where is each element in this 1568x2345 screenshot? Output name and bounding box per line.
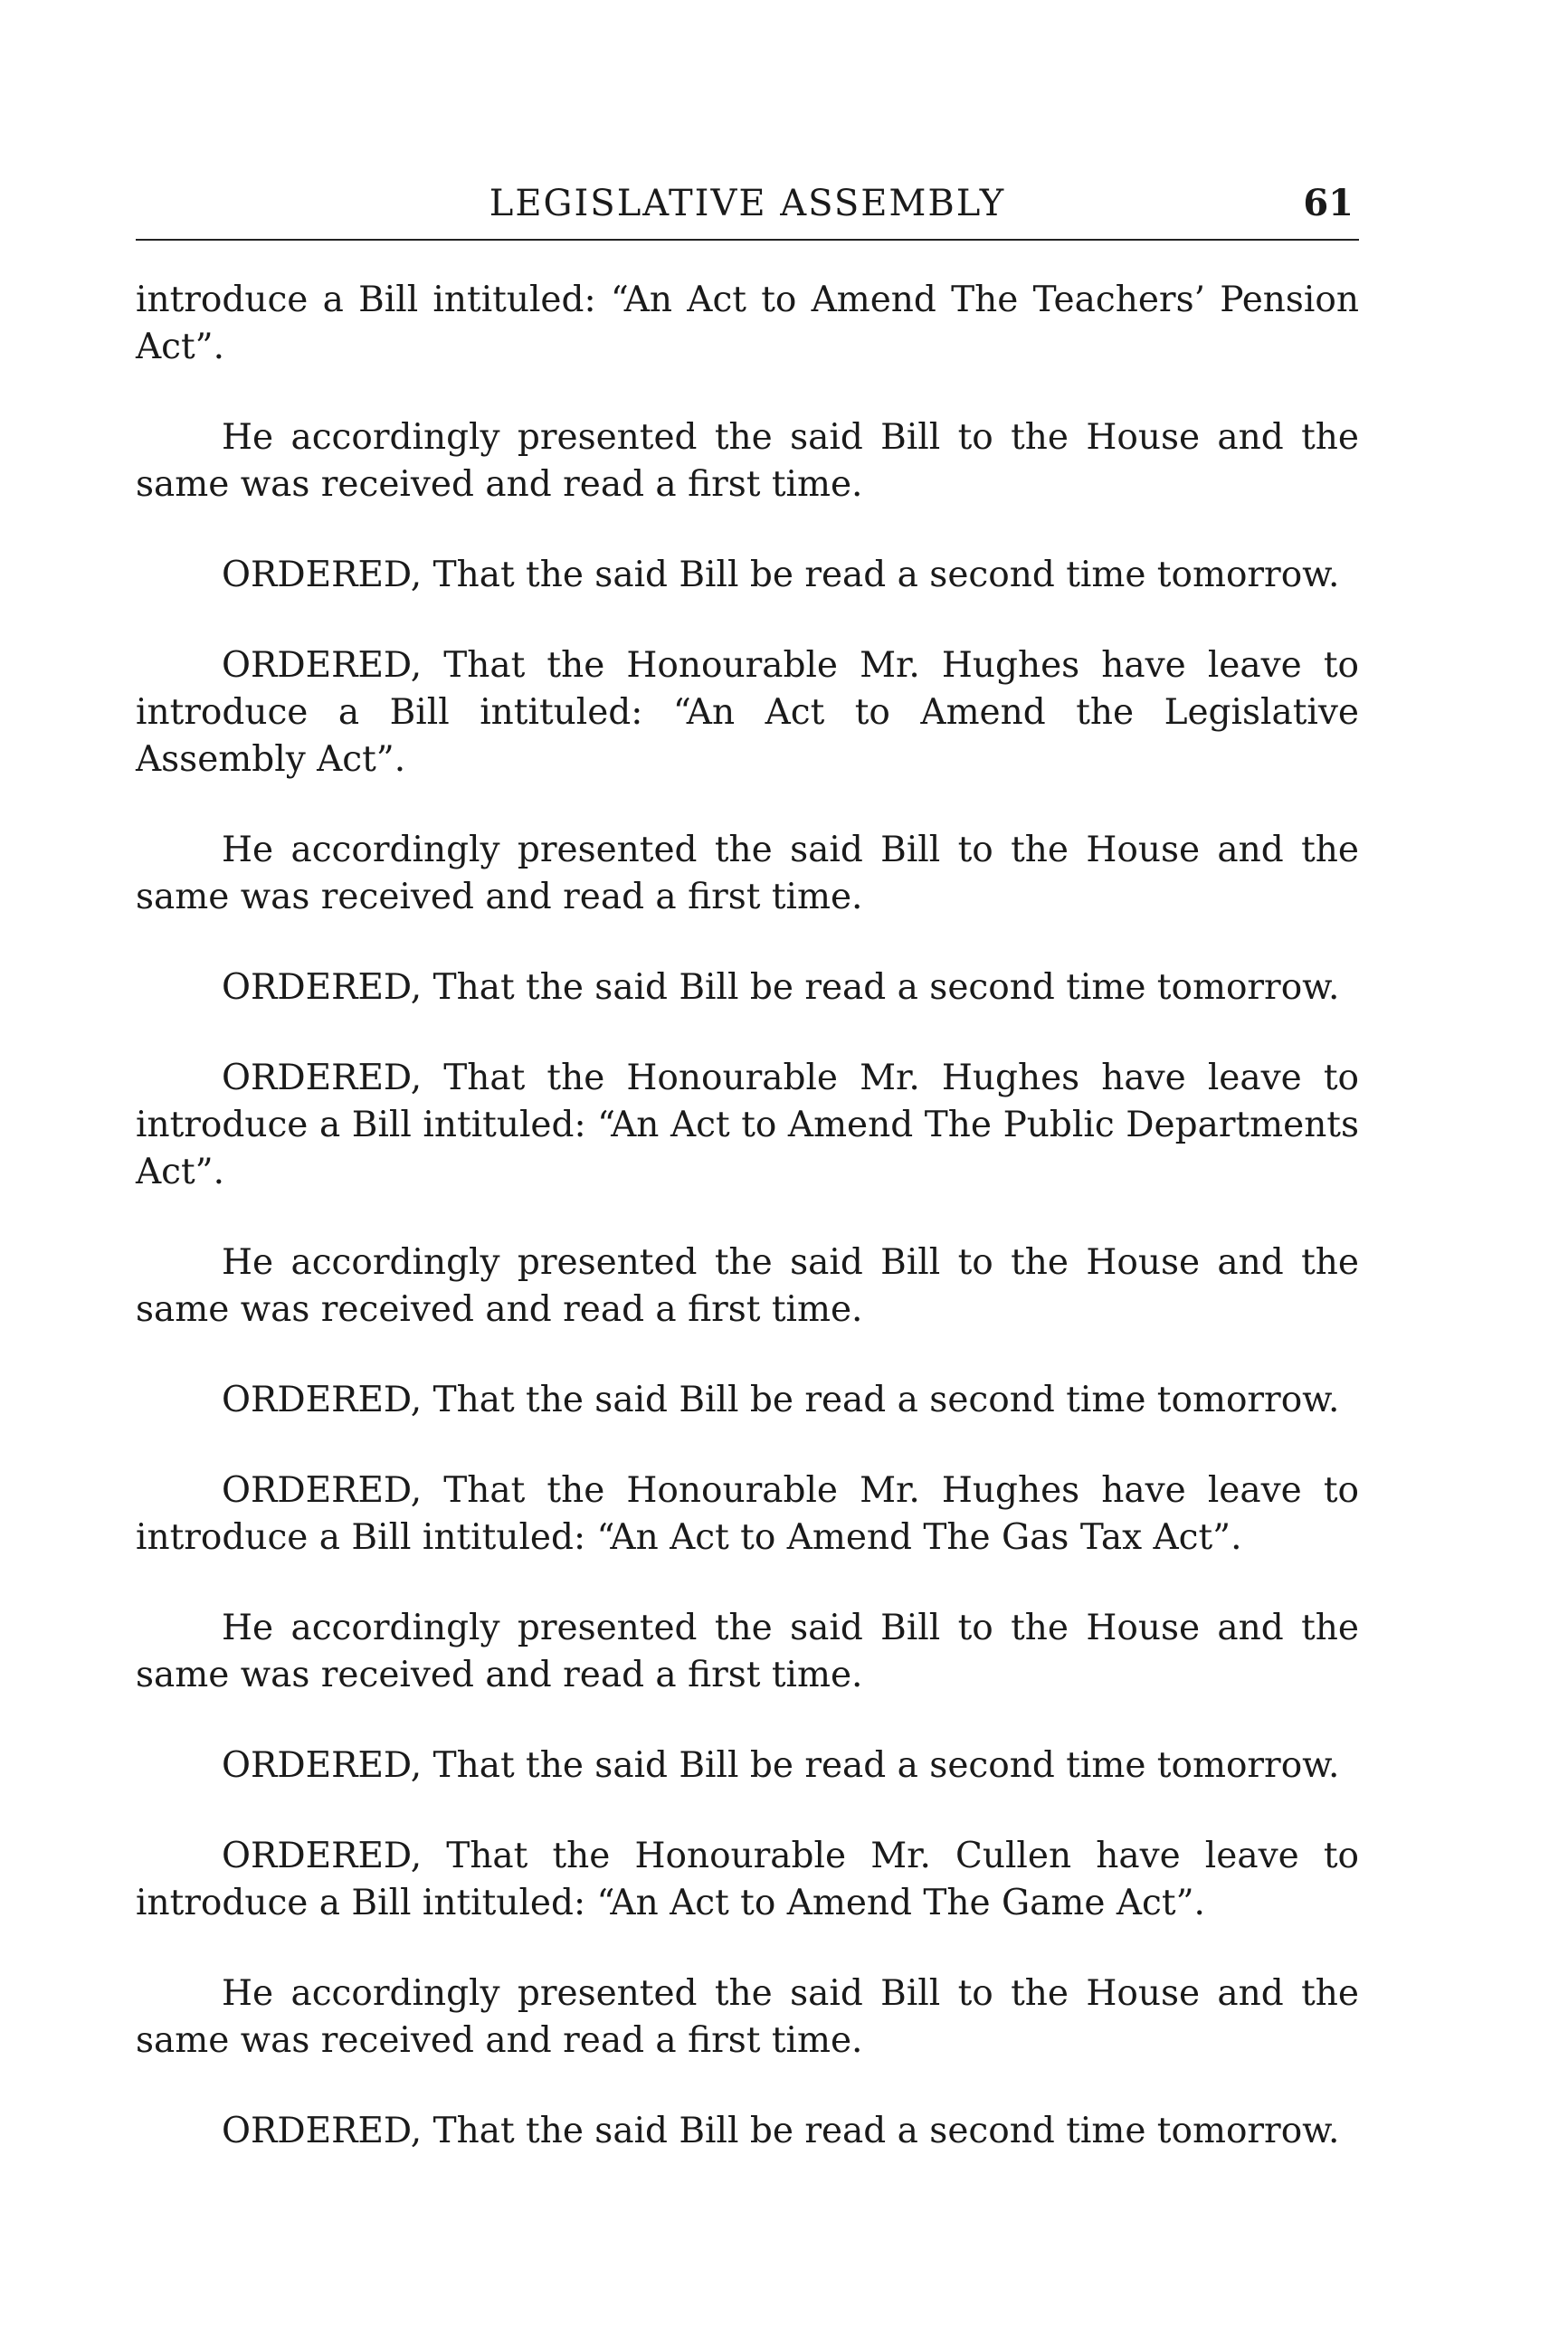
- body-text: [136, 277, 1359, 2155]
- page-number: 61: [1303, 182, 1354, 224]
- paragraph: ORDERED, That the said Bill be read a second time tomorrow.: [222, 967, 1340, 1008]
- paragraph: ORDERED, That the said Bill be read a second time tomorrow.: [222, 1745, 1340, 1786]
- paragraph: introduce a Bill intituled: “An Act to Amend The Teachers’ Pension Act”.: [136, 280, 1359, 367]
- running-title: LEGISLATIVE ASSEMBLY: [489, 183, 1006, 224]
- running-header: [136, 181, 1359, 241]
- paragraph: ORDERED, That the said Bill be read a second time tomorrow.: [222, 555, 1340, 595]
- paragraph: ORDERED, That the Honourable Mr. Hughes have leave to introduce a Bill intituled: “An Act to Amend The Public Departments Act”.: [136, 1058, 1359, 1192]
- paragraph: ORDERED, That the said Bill be read a second time tomorrow.: [222, 2111, 1340, 2151]
- paragraph: He accordingly presented the said Bill to the House and the same was received and read a first time.: [136, 1242, 1359, 1330]
- document-page: [136, 181, 1359, 2198]
- paragraph: He accordingly presented the said Bill to the House and the same was received and read a first time.: [136, 1608, 1359, 1695]
- paragraph: ORDERED, That the said Bill be read a second time tomorrow.: [222, 1380, 1340, 1420]
- paragraph: ORDERED, That the Honourable Mr. Hughes have leave to introduce a Bill intituled: “An Act to Amend The Gas Tax Act”.: [136, 1470, 1359, 1558]
- paragraph: He accordingly presented the said Bill to the House and the same was received and read a first time.: [136, 417, 1359, 505]
- paragraph: He accordingly presented the said Bill to the House and the same was received and read a first time.: [136, 1973, 1359, 2061]
- paragraph: ORDERED, That the Honourable Mr. Cullen have leave to introduce a Bill intituled: “An Act to Amend The Game Act”.: [136, 1836, 1359, 1923]
- paragraph: ORDERED, That the Honourable Mr. Hughes have leave to introduce a Bill intituled: “An Act to Amend the Legislative Assembly Act”.: [136, 645, 1359, 780]
- paragraph: He accordingly presented the said Bill to the House and the same was received and read a first time.: [136, 830, 1359, 917]
